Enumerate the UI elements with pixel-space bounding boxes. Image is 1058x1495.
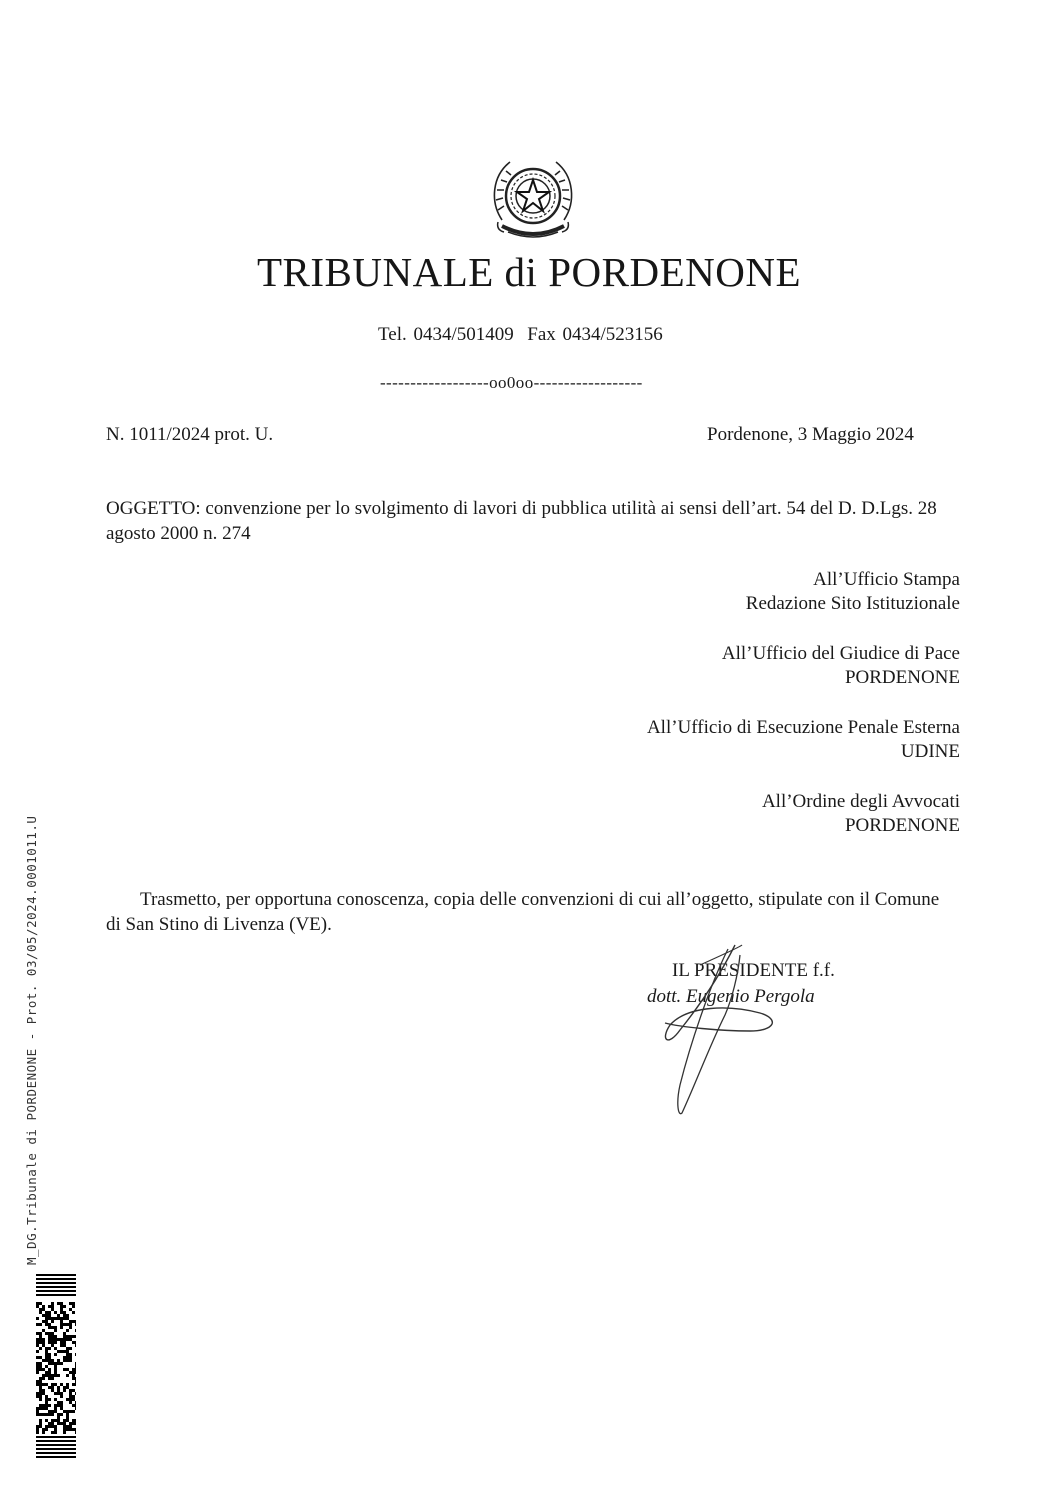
margin-protocol-reference: M_DG.Tribunale di PORDENONE - Prot. 03/05/2024.0001011.U	[24, 815, 39, 1265]
court-name	[0, 248, 1058, 296]
recipient-block	[647, 716, 960, 764]
court-name-part-2: di	[504, 249, 538, 295]
court-name-part-3: PORDENONE	[548, 249, 801, 295]
recipient-block	[722, 642, 960, 690]
recipient-line-2: PORDENONE	[844, 815, 960, 836]
handwritten-signature-icon	[640, 935, 820, 1125]
recipient-line-1: All’Ufficio Stampa	[813, 569, 960, 590]
letter-body: Trasmetto, per opportuna conoscenza, copia delle convenzioni di cui all’oggetto, stipulate con il Comune di San Stino di Livenza (VE).	[106, 889, 940, 935]
protocol-number: N. 1011/2024 prot. U.	[106, 424, 274, 445]
recipient-line-1: All’Ufficio di Esecuzione Penale Esterna	[646, 717, 960, 738]
recipient-line-1: All’Ufficio del Giudice di Pace	[721, 643, 960, 664]
2d-barcode-icon	[36, 1274, 76, 1460]
court-contacts: Tel. 0434/501409 Fax 0434/523156	[378, 324, 663, 345]
recipient-block	[762, 790, 960, 838]
court-name-part-1: TRIBUNALE	[256, 249, 494, 295]
subject-line: OGGETTO: convenzione per lo svolgimento di lavori di pubblica utilità ai sensi dell’art. 54 del D. D.Lgs. 28 agosto 2000 n. 274	[106, 498, 937, 544]
place-date: Pordenone, 3 Maggio 2024	[707, 424, 914, 445]
signatory-title: IL PRESIDENTE f.f.	[672, 960, 835, 981]
recipient-line-2: Redazione Sito Istituzionale	[745, 593, 960, 614]
republic-emblem-icon	[488, 150, 578, 250]
header-divider: ------------------oo0oo------------------	[380, 373, 643, 392]
recipient-line-2: UDINE	[900, 741, 960, 762]
signatory-name: dott. Eugenio Pergola	[647, 986, 815, 1007]
recipient-block	[746, 568, 960, 616]
recipient-line-1: All’Ordine degli Avvocati	[761, 791, 960, 812]
recipient-line-2: PORDENONE	[844, 667, 960, 688]
